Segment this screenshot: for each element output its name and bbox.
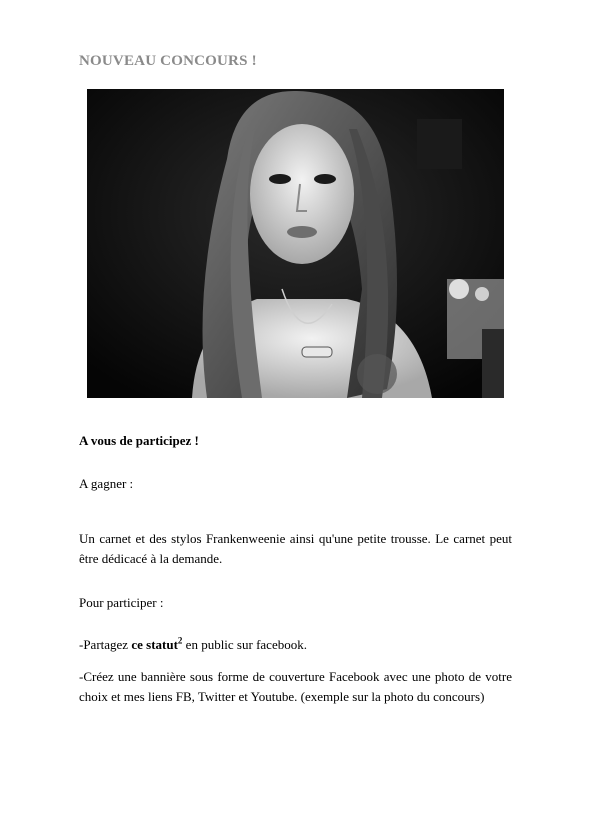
prizes-label: A gagner : <box>79 476 134 491</box>
share-status-link[interactable]: ce statut <box>131 637 178 652</box>
portrait-image <box>87 89 504 398</box>
subtitle: A vous de participez ! <box>79 433 199 448</box>
footnote-marker: 2 <box>177 635 183 646</box>
step-1 <box>79 635 512 655</box>
step-1-prefix: -Partagez <box>79 637 132 652</box>
step-1-suffix: en public sur facebook. <box>182 637 307 652</box>
step-2: -Créez une bannière sous forme de couverture Facebook avec une photo de votre choix et mes liens FB, Twitter et Youtube. (exemple sur la photo du concours) <box>79 669 512 704</box>
page-title: NOUVEAU CONCOURS ! <box>79 53 257 69</box>
contest-photo <box>87 89 504 398</box>
participate-label: Pour participer : <box>79 595 164 610</box>
prizes-text: Un carnet et des stylos Frankenweenie ainsi qu'une petite trousse. Le carnet peut être dédicacé à la demande. <box>79 531 512 566</box>
